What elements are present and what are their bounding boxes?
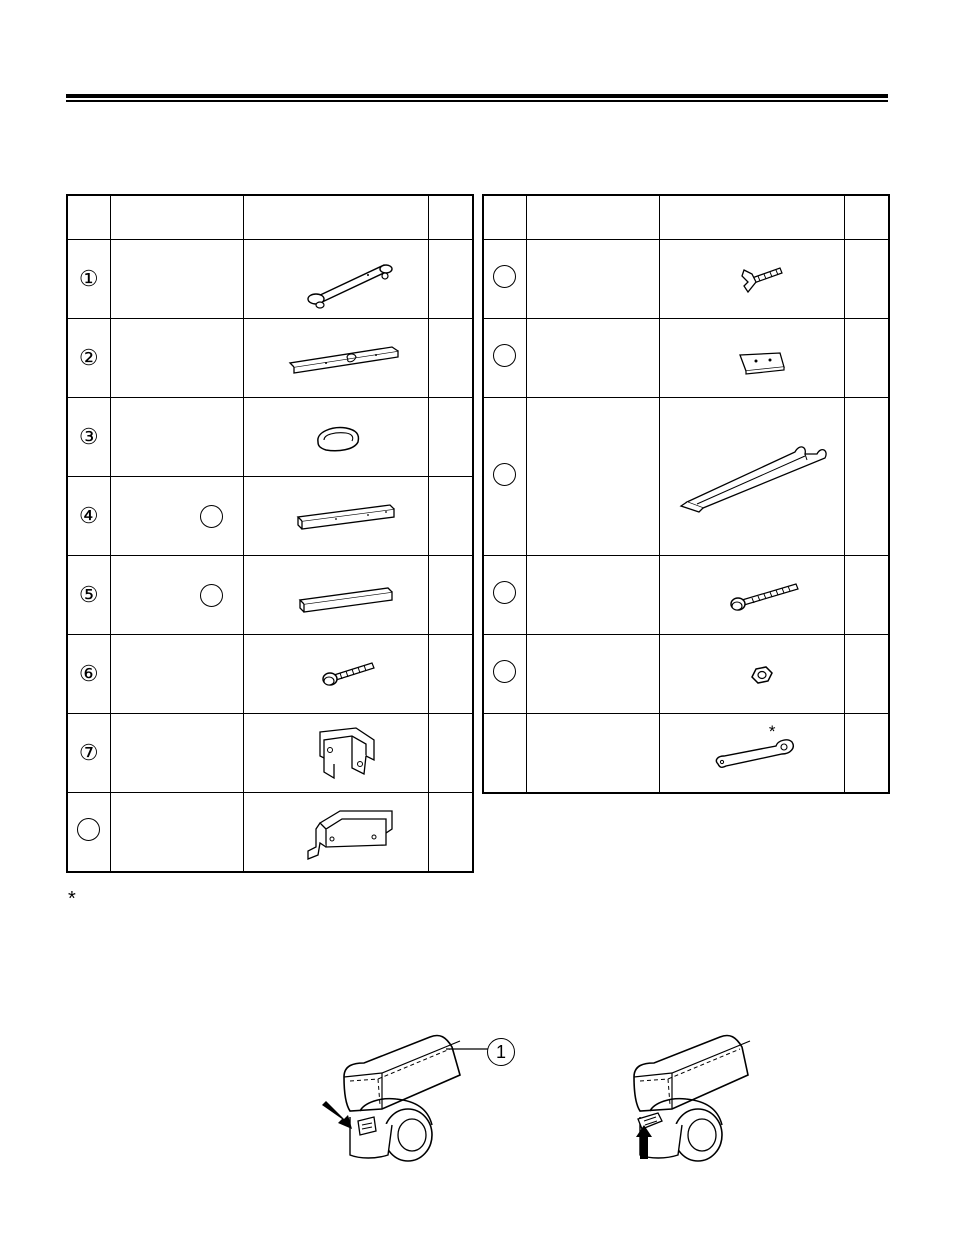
part-name [526,240,659,319]
wing-bolt-icon [672,254,832,304]
part-number [493,265,516,288]
part-illustration [243,556,428,635]
nut-icon [672,649,832,699]
row-number [67,240,110,319]
part-number [493,660,516,683]
table-row [67,240,473,319]
row-number [483,398,526,556]
part-quantity [428,556,473,635]
table-row [67,398,473,477]
header-quantity [844,195,889,240]
table-row [483,398,889,556]
part-illustration [243,714,428,793]
table-row [67,319,473,398]
part-illustration [659,319,844,398]
part-illustration [243,319,428,398]
part-name [110,793,243,873]
part-quantity [428,398,473,477]
long-bolt-icon [672,570,832,620]
table-row [483,240,889,319]
wrench-icon [672,728,832,778]
part-quantity [844,714,889,794]
part-quantity [428,793,473,873]
part-number: ⑦ [78,739,99,765]
table-row [67,635,473,714]
header-rule-thick [66,94,888,98]
table-row [483,319,889,398]
table-row [483,714,889,794]
part-number: ⑥ [78,660,99,686]
part-name [110,477,243,556]
part-illustration [659,240,844,319]
part-number [493,581,516,604]
header-illustration [659,195,844,240]
header-part-name [526,195,659,240]
part-number: ① [78,265,99,291]
part-illustration [243,793,428,873]
part-illustration [659,556,844,635]
row-number [483,319,526,398]
part-number: ② [78,344,99,370]
parts-table-right [482,194,890,794]
row-number [67,319,110,398]
part-number: ③ [78,423,99,449]
part-name [526,319,659,398]
part-name [526,635,659,714]
part-name [110,714,243,793]
row-number [67,556,110,635]
row-number [483,556,526,635]
part-number [77,818,100,841]
part-illustration [243,240,428,319]
part-name [110,240,243,319]
header-rule-thin [66,100,888,102]
part-name [110,635,243,714]
row-number [483,714,526,794]
table-header-row [67,195,473,240]
part-illustration [243,398,428,477]
table-row [67,556,473,635]
caster-body-illustration [634,1035,750,1161]
row-number [67,793,110,873]
part-number [493,463,516,486]
header-quantity [428,195,473,240]
row-number [483,635,526,714]
part-quantity [844,635,889,714]
callout-label: 1 [487,1038,515,1066]
asterisk-mark: * [768,722,776,741]
table-header-row [483,195,889,240]
long-bracket-icon [256,799,416,865]
footnote-asterisk: * [68,888,76,910]
part-quantity [844,240,889,319]
row-number [67,635,110,714]
part-name [526,714,659,794]
part-number [493,344,516,367]
cap-icon [256,412,416,462]
part-illustration [243,635,428,714]
parts-table-left [66,194,474,873]
table-row [483,635,889,714]
sub-number-circle [200,584,223,607]
part-illustration [659,714,844,794]
square-pipe-icon [256,570,416,620]
part-name [110,319,243,398]
row-number [483,240,526,319]
part-quantity [428,714,473,793]
caster-release-figure [614,1025,774,1165]
row-number [67,398,110,477]
part-quantity [844,556,889,635]
part-quantity [428,477,473,556]
bracket-icon [256,720,416,786]
part-illustration [243,477,428,556]
part-name [526,398,659,556]
part-number: ④ [78,502,99,528]
part-illustration [659,635,844,714]
part-quantity [844,319,889,398]
part-name [110,398,243,477]
plate-icon [672,333,832,383]
part-name [110,556,243,635]
table-row [67,477,473,556]
bolt-icon [256,649,416,699]
sub-number-circle [200,505,223,528]
part-name [526,556,659,635]
part-quantity [428,319,473,398]
header-number [483,195,526,240]
part-illustration [659,398,844,556]
table-row [67,714,473,793]
part-quantity [844,398,889,556]
leg-stand-icon [667,432,837,522]
caster-body-illustration [344,1035,460,1161]
table-row [67,793,473,873]
square-pipe-with-holes-icon [256,491,416,541]
row-number [67,477,110,556]
header-illustration [243,195,428,240]
part-quantity [428,240,473,319]
table-row [483,556,889,635]
caster-rail-icon [256,249,416,309]
part-quantity [428,635,473,714]
row-number [67,714,110,793]
header-part-name [110,195,243,240]
flat-rail-icon [256,333,416,383]
part-number: ⑤ [78,581,99,607]
header-number [67,195,110,240]
